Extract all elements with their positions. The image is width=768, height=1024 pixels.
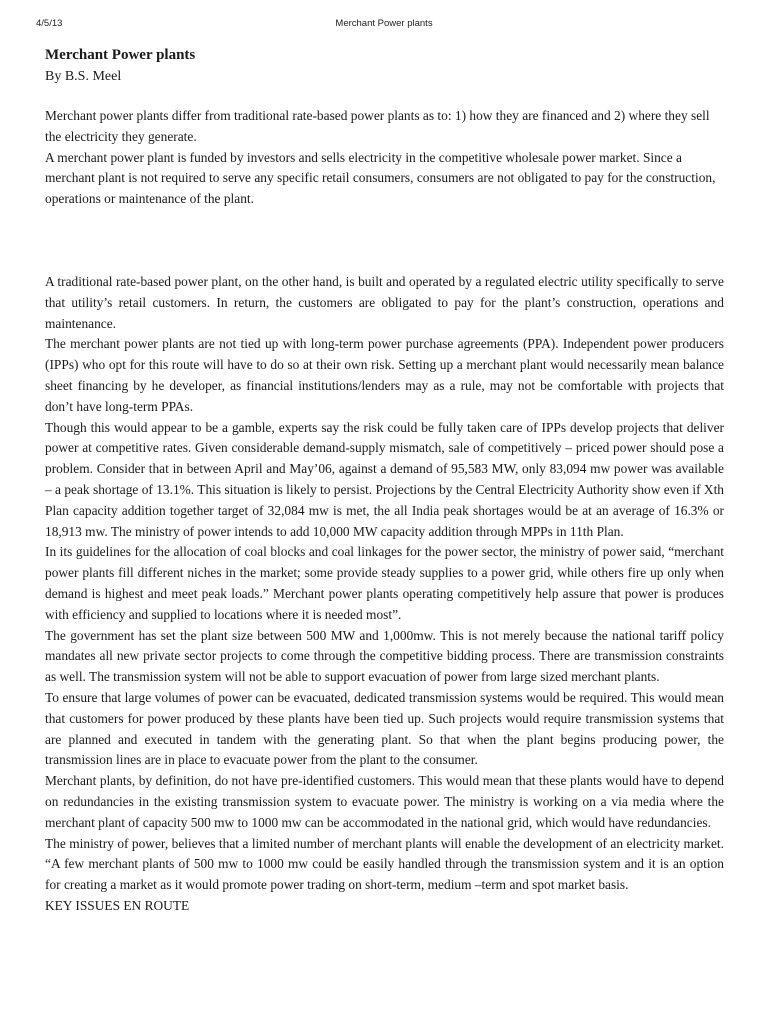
paragraph: To ensure that large volumes of power can be evacuated, dedicated transmission systems would be required. This would mean that customers for power produced by these plants have been tied up. Such projects would require transmission systems that are planned and executed in tandem with the generating plant. So that when the plant begins producing power, the transmission lines are in place to evacuate power from the plant to the consumer. [45,689,724,768]
article-title: Merchant Power plants [45,47,196,63]
print-date: 4/5/13 [36,18,63,29]
paragraph: Merchant plants, by definition, do not have pre-identified customers. This would mean that these plants would have to depend on redundancies in the existing transmission system to evacuate power. The ministry is working on a via media where the merchant plant of capacity 500 mw to 1000 mw can be accommodated in the national grid, which would have redundancies. [45,773,724,830]
print-header [36,18,732,32]
paragraph: Though this would appear to be a gamble, experts say the risk could be fully taken care of IPPs develop projects that deliver power at competitive rates. Given considerable demand-supply mismatch, sale of competitively – priced power should pose a problem. Consider that in between April and May’06, against a demand of 95,583 MW, only 83,094 mw power was available – a peak shortage of 13.1%. This situation is likely to persist. Projections by the Central Electricity Authority show even if Xth Plan capacity addition together target of 32,084 mw is met, the all India peak shortages would be at an average of 16.3% or 18,913 mw. The ministry of power intends to add 10,000 MW capacity addition through MPPs in 11th Plan. [45,419,724,539]
paragraph: A traditional rate-based power plant, on the other hand, is built and operated by a regulated electric utility specifically to serve that utility’s retail customers. In return, the customers are obligated to pay for the plant’s construction, operations and maintenance. [45,273,724,331]
paragraph: The merchant power plants are not tied up with long-term power purchase agreements (PPA). Independent power producers (IPPs) who opt for this route will have to do so at their own risk. Setting up a merchant plant would necessarily mean balance sheet financing by he developer, as financial institutions/lenders may as a rule, may not be comfortable with projects that don’t have long-term PPAs. [45,336,724,414]
article [45,45,724,917]
paragraph: A merchant power plant is funded by investors and sells electricity in the competitive wholesale power market. Since a merchant plant is not required to serve any specific retail consumers, consumers are not obligated to pay for the construction, operations or maintenance of the plant. [45,149,716,207]
paragraph: The government has set the plant size between 500 MW and 1,000mw. This is not merely because the national tariff policy mandates all new private sector projects to come through the competitive bidding process. There are transmission constraints as well. The transmission system will not be able to support evacuation of power from large sized merchant plants. [45,627,724,685]
paragraph: In its guidelines for the allocation of coal blocks and coal linkages for the power sector, the ministry of power said, “merchant power plants fill different niches in the market; some provide steady supplies to a power grid, while others fire up only when demand is highest and meet peak loads.” Merchant power plants operating competitively help assure that power is produces with efficiency and supplied to locations where it is needed most”. [45,544,724,622]
paragraph: The ministry of power, believes that a limited number of merchant plants will enable the development of an electricity market. “A few merchant plants of 500 mw to 1000 mw could be easily handled through the transmission system and it is an option for creating a market as it would promote power trading on short-term, medium –term and spot market basis. [45,835,724,893]
blank-gap [45,210,724,272]
section-heading: KEY ISSUES EN ROUTE [45,897,190,913]
article-byline: By B.S. Meel [45,69,122,84]
print-title: Merchant Power plants [335,18,433,29]
paragraph: Merchant power plants differ from traditional rate-based power plants as to: 1) how they are financed and 2) where they sell the electricity they generate. [45,108,710,144]
